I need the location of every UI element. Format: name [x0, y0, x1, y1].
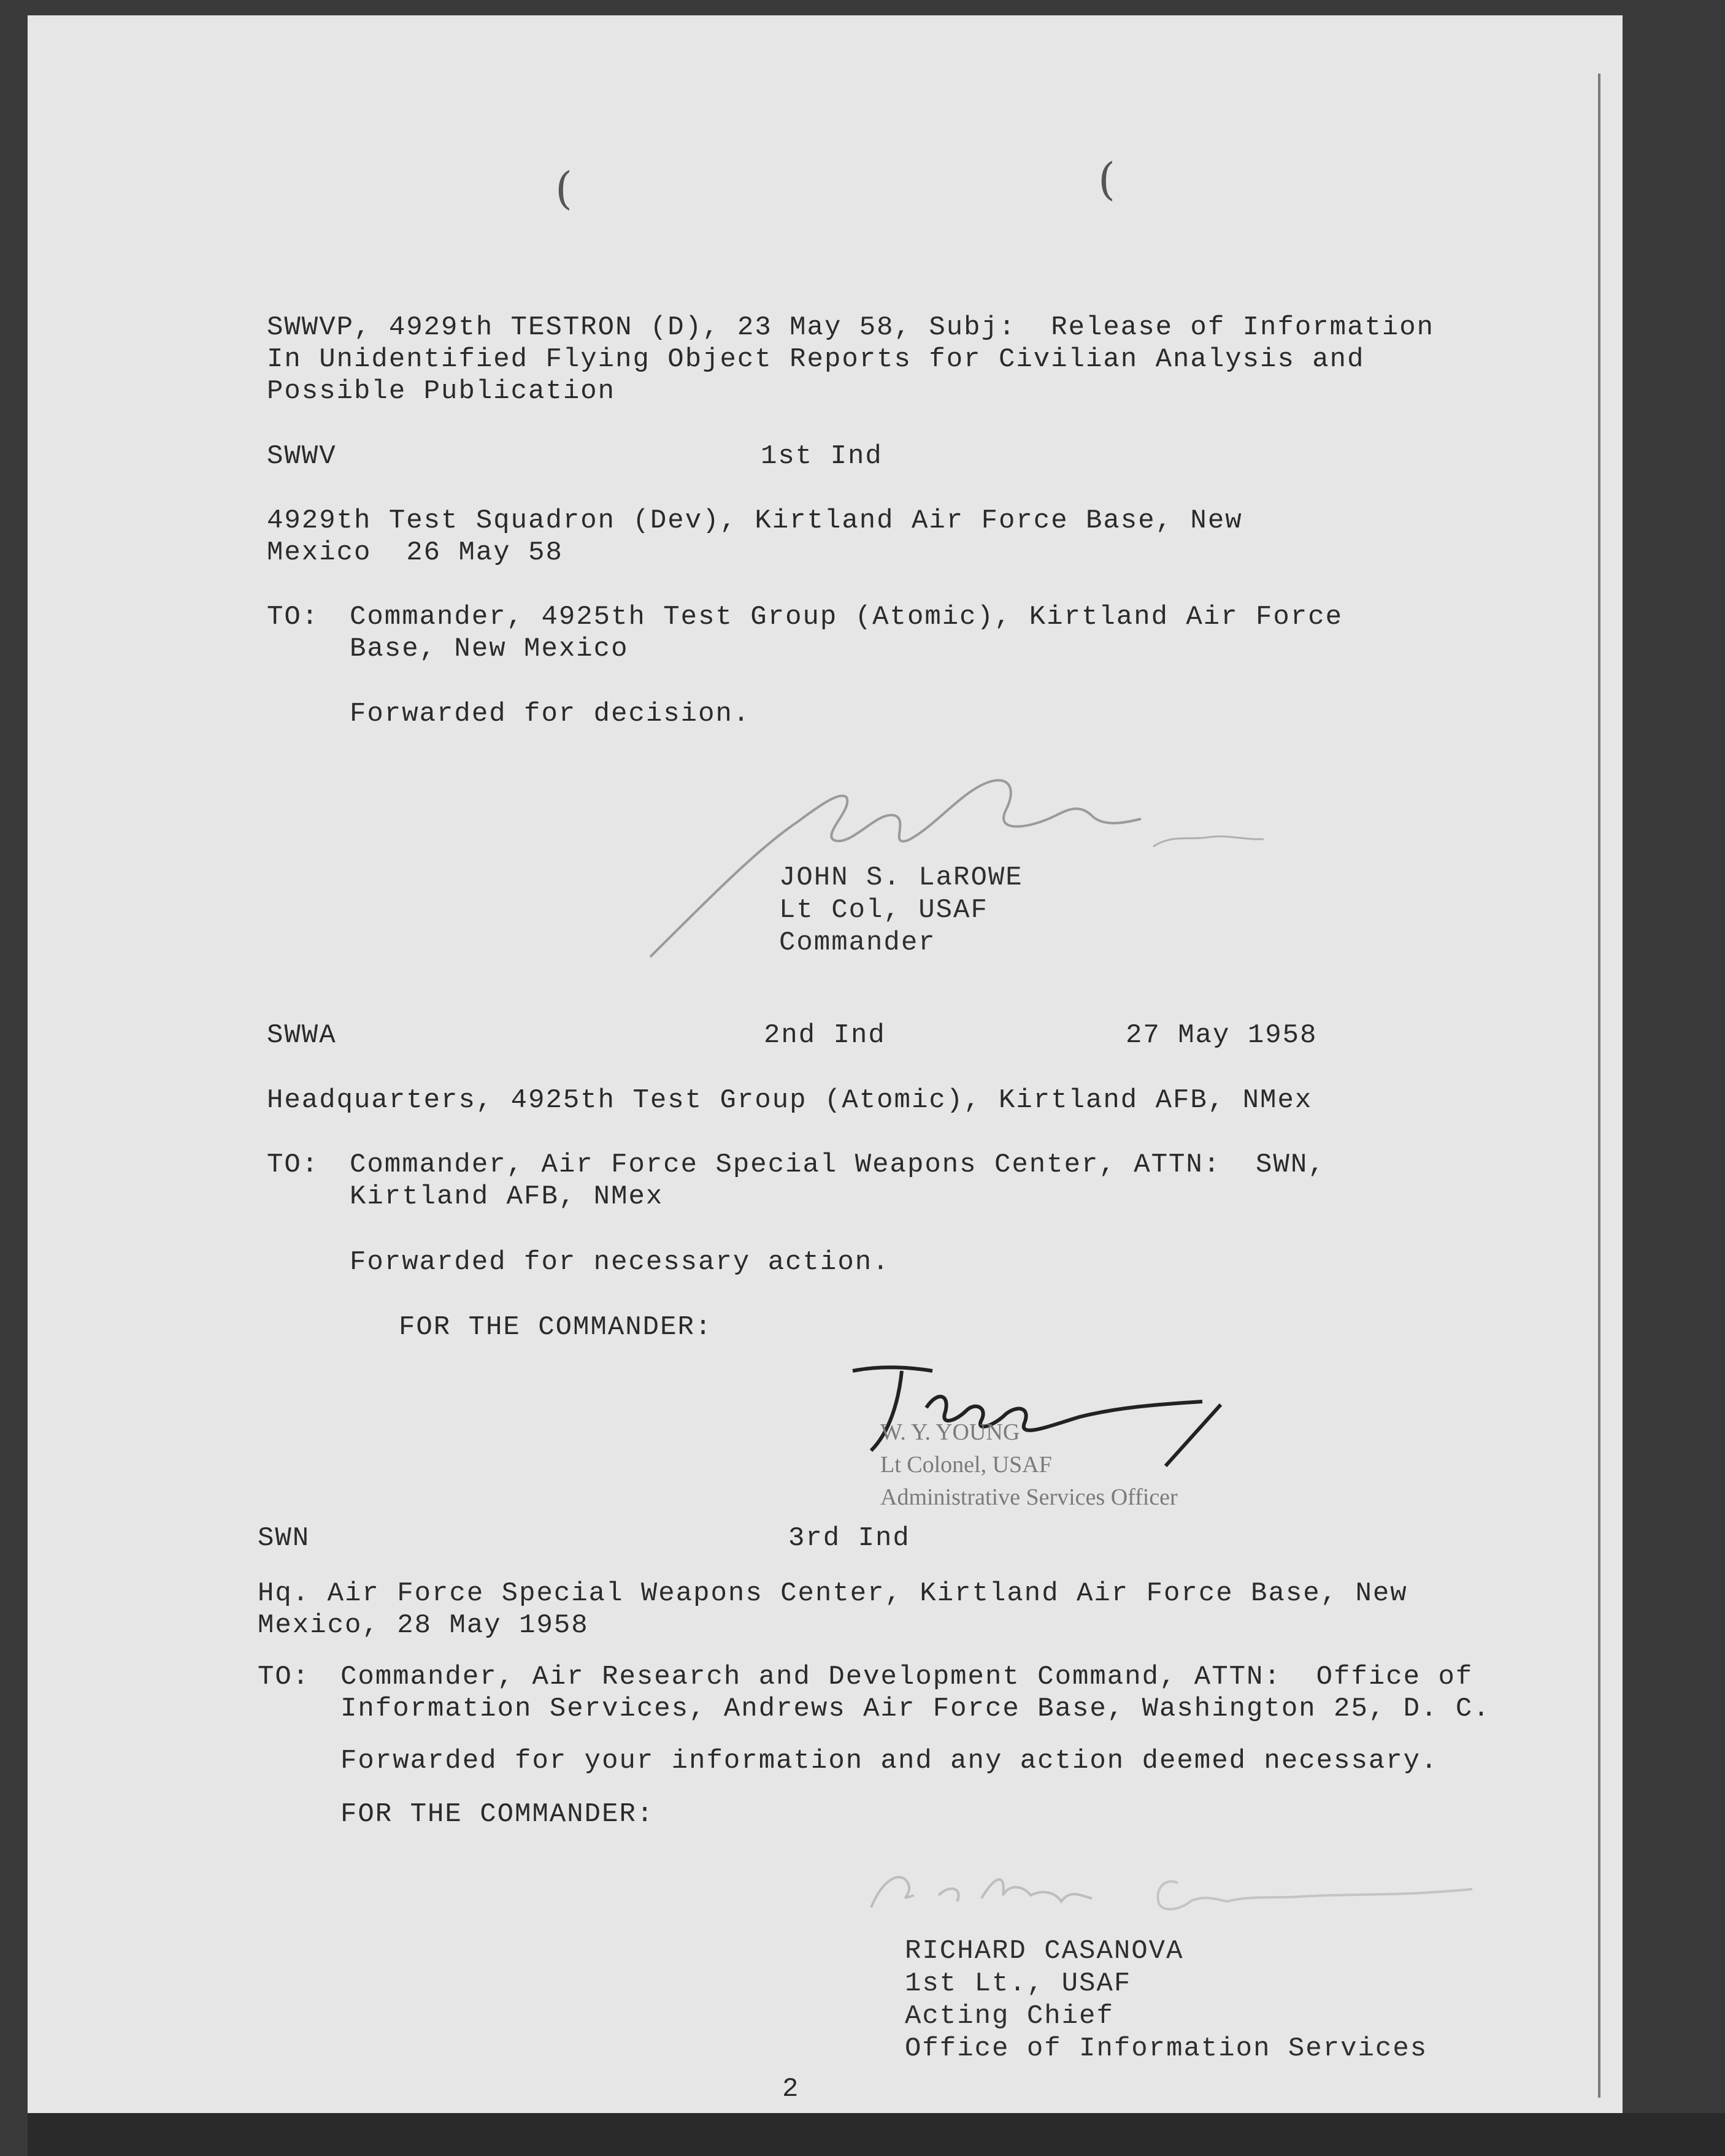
punch-mark-left: (	[555, 163, 573, 214]
young-stamp-title: Administrative Services Officer	[880, 1484, 1178, 1510]
page-edge-shadow	[1598, 74, 1600, 2098]
third-ind-from-2: Mexico, 28 May 1958	[258, 1610, 589, 1641]
third-ind-signer-title-2: Office of Information Services	[905, 2033, 1428, 2064]
third-ind-to-label: TO:	[258, 1662, 310, 1692]
young-stamp-rank: Lt Colonel, USAF	[880, 1452, 1052, 1478]
first-ind-to-label: TO:	[267, 602, 320, 632]
first-ind-to-2: Base, New Mexico	[350, 634, 629, 664]
first-ind-from-2: Mexico 26 May 58	[267, 537, 563, 568]
third-ind-from-1: Hq. Air Force Special Weapons Center, Kirtland Air Force Base, New	[258, 1578, 1408, 1609]
subject-line-1: SWWVP, 4929th TESTRON (D), 23 May 58, Subj: Release of Information	[267, 312, 1435, 343]
second-ind-to-label: TO:	[267, 1149, 320, 1180]
first-ind-to-1: Commander, 4925th Test Group (Atomic), Kirtland Air Force	[350, 602, 1343, 632]
second-ind-from: Headquarters, 4925th Test Group (Atomic), Kirtland AFB, NMex	[267, 1085, 1313, 1116]
third-ind-for-commander: FOR THE COMMANDER:	[340, 1799, 655, 1830]
second-ind-to-1: Commander, Air Force Special Weapons Center, ATTN: SWN,	[350, 1149, 1326, 1180]
first-ind-from-1: 4929th Test Squadron (Dev), Kirtland Air Force Base, New	[267, 505, 1243, 536]
third-ind-signer-rank: 1st Lt., USAF	[905, 1968, 1132, 1999]
third-ind-signer-title-1: Acting Chief	[905, 2001, 1114, 2031]
third-ind-label: 3rd Ind	[788, 1523, 910, 1554]
page-number: 2	[782, 2074, 800, 2104]
first-ind-signer-rank: Lt Col, USAF	[779, 895, 988, 926]
punch-mark-right: (	[1098, 153, 1116, 205]
first-ind-body: Forwarded for decision.	[350, 699, 751, 729]
second-ind-to-2: Kirtland AFB, NMex	[350, 1181, 664, 1212]
first-ind-signer-name: JOHN S. LaROWE	[779, 862, 1023, 893]
second-ind-date: 27 May 1958	[1126, 1020, 1318, 1051]
third-ind-signer-name: RICHARD CASANOVA	[905, 1936, 1184, 1966]
third-ind-office: SWN	[258, 1523, 310, 1554]
first-ind-office: SWWV	[267, 441, 337, 472]
second-ind-body: Forwarded for necessary action.	[350, 1247, 890, 1278]
first-ind-label: 1st Ind	[761, 441, 883, 472]
subject-line-2: In Unidentified Flying Object Reports for Civilian Analysis and	[267, 344, 1365, 375]
second-ind-for-commander: FOR THE COMMANDER:	[399, 1312, 713, 1343]
first-ind-signer-title: Commander	[779, 927, 936, 958]
third-ind-to-1: Commander, Air Research and Development Command, ATTN: Office of	[340, 1662, 1473, 1692]
scan-border	[28, 2113, 1725, 2156]
subject-line-3: Possible Publication	[267, 376, 616, 407]
casanova-signature	[859, 1852, 1485, 1926]
third-ind-to-2: Information Services, Andrews Air Force Base, Washington 25, D. C.	[340, 1694, 1491, 1724]
second-ind-office: SWWA	[267, 1020, 337, 1051]
second-ind-label: 2nd Ind	[764, 1020, 886, 1051]
young-stamp-name: W. Y. YOUNG	[880, 1419, 1020, 1445]
third-ind-body: Forwarded for your information and any action deemed necessary.	[340, 1746, 1439, 1776]
